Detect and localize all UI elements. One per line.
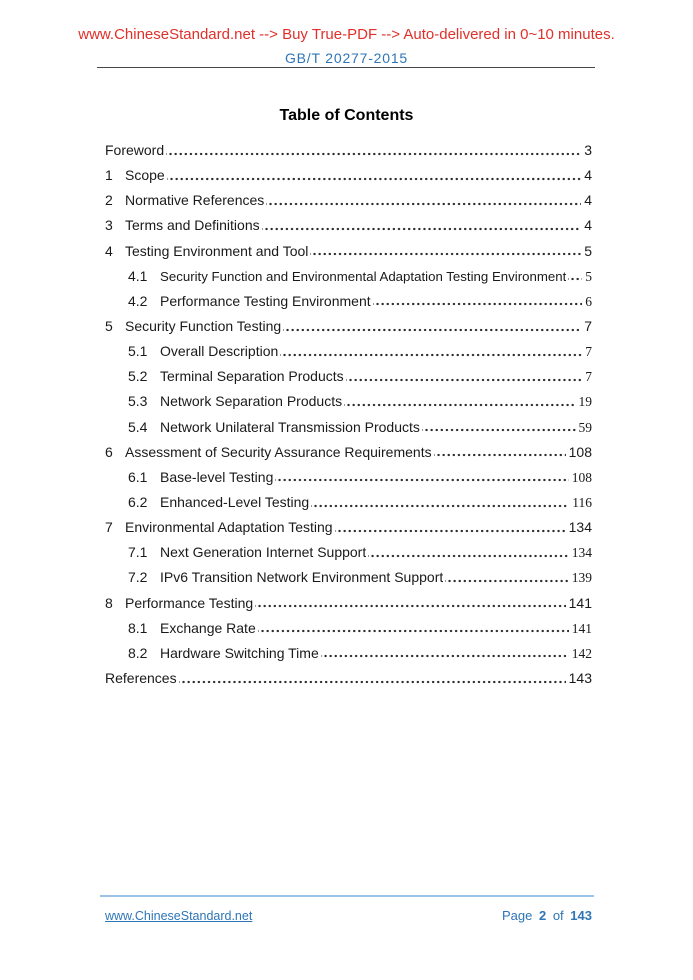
- toc-entry-page: 19: [578, 394, 592, 410]
- toc-entry: [105, 213, 592, 238]
- toc-entry-number: 2: [105, 192, 113, 209]
- header-ad-link[interactable]: www.ChineseStandard.net --> Buy True-PDF --> Auto-delivered in 0~10 minutes.: [78, 26, 615, 43]
- toc-entry-label: Scope: [125, 167, 165, 184]
- toc-entry-number: 7: [105, 519, 113, 536]
- toc-entry: [105, 591, 592, 616]
- toc-entry-page: 141: [571, 620, 592, 636]
- footer-site-link[interactable]: www.ChineseStandard.net: [105, 909, 253, 923]
- footer-page-info: [502, 906, 592, 926]
- footer-page-current: 2: [538, 908, 547, 923]
- toc-dot-leader: [422, 415, 576, 440]
- toc-dot-leader: [167, 163, 582, 188]
- toc-entry-label: Exchange Rate: [160, 619, 256, 636]
- toc-title: Table of Contents: [279, 107, 414, 124]
- toc-dot-leader: [266, 188, 581, 213]
- toc-dot-leader: [445, 565, 569, 590]
- toc-entry-label: Testing Environment and Tool: [125, 242, 309, 259]
- toc-dot-leader: [275, 465, 568, 490]
- toc-entry: [105, 364, 592, 389]
- toc-entry-label: Foreword: [105, 142, 165, 158]
- toc-dot-leader: [255, 591, 566, 616]
- toc-entry-number: 4.1: [128, 267, 148, 284]
- toc-dot-leader: [568, 264, 582, 289]
- toc-dot-leader: [310, 239, 581, 264]
- toc-entry: [105, 515, 592, 540]
- toc-entry: [105, 440, 592, 465]
- toc-entry-number: 6: [105, 443, 113, 460]
- toc-dot-leader: [311, 490, 569, 515]
- toc-entry: [105, 616, 592, 641]
- toc-dot-leader: [335, 515, 566, 540]
- toc-dot-leader: [179, 666, 566, 691]
- header-divider: [97, 67, 595, 68]
- footer-page-label: Page: [501, 908, 533, 923]
- toc-entry-label: Base-level Testing: [160, 468, 274, 485]
- toc-entry-label: Security Function and Environmental Adaptation Testing Environment: [160, 268, 567, 284]
- toc-entry: [105, 540, 592, 565]
- toc-entry-page: 6: [585, 293, 592, 309]
- toc-entry-label: Normative References: [125, 192, 265, 209]
- toc-entry: [105, 289, 592, 314]
- toc-entry-page: 141: [568, 594, 592, 611]
- toc-entry-number: 7.1: [128, 544, 148, 561]
- toc-entry-number: 7.2: [128, 569, 148, 586]
- toc-entry-page: 4: [584, 167, 592, 184]
- toc-dot-leader: [434, 440, 566, 465]
- toc-entry-number: 5.3: [128, 393, 148, 410]
- toc-entry-page: 7: [584, 317, 592, 334]
- toc-entry-number: 5.1: [128, 343, 148, 360]
- toc-dot-leader: [368, 540, 569, 565]
- toc-dot-leader: [344, 389, 575, 414]
- toc-entry-page: 143: [568, 669, 592, 686]
- toc-entry-page: 139: [571, 570, 592, 586]
- toc-entry-label: Hardware Switching Time: [160, 644, 319, 661]
- toc-entry-label: Terms and Definitions: [125, 217, 260, 234]
- toc-entry-label: Network Separation Products: [160, 393, 343, 410]
- toc-entry-number: 5: [105, 317, 113, 334]
- toc-entry: [105, 339, 592, 364]
- toc-entry: [105, 415, 592, 440]
- toc-entry-number: 4.2: [128, 292, 148, 309]
- toc-entry-label: Enhanced-Level Testing: [160, 493, 310, 510]
- toc-entry-number: 6.1: [128, 468, 148, 485]
- toc-entry-page: 116: [572, 494, 592, 510]
- toc-entry-label: Overall Description: [160, 343, 279, 360]
- toc-entry-label: Network Unilateral Transmission Products: [160, 418, 420, 435]
- footer-page-of: of: [552, 908, 564, 923]
- toc-entry-page: 108: [568, 443, 592, 460]
- toc-entry: [105, 490, 592, 515]
- toc-entry-page: 4: [584, 217, 592, 234]
- toc-entry-page: 3: [584, 142, 592, 158]
- toc-entry: [105, 565, 592, 590]
- footer: [105, 906, 592, 926]
- toc-entry-page: 5: [584, 242, 592, 259]
- footer-page-total: 143: [570, 908, 592, 923]
- toc-entry: [105, 188, 592, 213]
- toc-entry-page: 134: [571, 545, 592, 561]
- toc-entry-number: 8: [105, 594, 113, 611]
- toc-dot-leader: [280, 339, 582, 364]
- toc-dot-leader: [283, 314, 581, 339]
- toc-entry-page: 7: [585, 344, 592, 360]
- toc-entry-page: 142: [571, 645, 592, 661]
- toc-entry-page: 108: [571, 469, 592, 485]
- toc-entry: [105, 389, 592, 414]
- toc-dot-leader: [166, 138, 581, 163]
- toc-entry-label: Terminal Separation Products: [160, 368, 344, 385]
- toc-entry-label: Assessment of Security Assurance Requirements: [125, 443, 432, 460]
- footer-divider: [100, 895, 594, 897]
- toc-entry-label: Performance Testing: [125, 594, 254, 611]
- toc-entry-number: 1: [105, 167, 113, 184]
- toc-entry-page: 4: [584, 192, 592, 209]
- toc-entry-page: 134: [568, 519, 592, 536]
- toc-entry-number: 8.1: [128, 619, 148, 636]
- toc-entry-page: 59: [578, 419, 592, 435]
- toc-entry-page: 7: [585, 369, 592, 385]
- toc-entry-number: 5.2: [128, 368, 148, 385]
- toc-entry: [105, 163, 592, 188]
- toc-entry-label: References: [105, 669, 177, 686]
- toc-entry-number: 4: [105, 242, 113, 259]
- toc-dot-leader: [321, 641, 569, 666]
- toc-entry-number: 6.2: [128, 493, 148, 510]
- toc-entry: [105, 138, 592, 163]
- toc-entry: [105, 465, 592, 490]
- standard-number: GB/T 20277-2015: [284, 50, 409, 66]
- toc-dot-leader: [373, 289, 583, 314]
- toc-entry-page: 5: [585, 268, 592, 284]
- toc-dot-leader: [258, 616, 569, 641]
- toc-entry-label: Environmental Adaptation Testing: [125, 519, 333, 536]
- toc-dot-leader: [262, 213, 582, 238]
- toc-entry-label: Next Generation Internet Support: [160, 544, 367, 561]
- toc-entry-number: 5.4: [128, 418, 148, 435]
- toc-entry: [105, 666, 592, 691]
- toc-entry-label: Security Function Testing: [125, 317, 282, 334]
- toc-entry-number: 8.2: [128, 644, 148, 661]
- toc-entry: [105, 264, 592, 289]
- toc-entry-label: Performance Testing Environment: [160, 292, 371, 309]
- toc-dot-leader: [346, 364, 583, 389]
- toc-entry: [105, 641, 592, 666]
- toc-entry: [105, 239, 592, 264]
- toc-entry: [105, 314, 592, 339]
- toc-entry-label: IPv6 Transition Network Environment Support: [160, 569, 444, 586]
- toc-entry-number: 3: [105, 217, 113, 234]
- toc-list: [105, 138, 592, 691]
